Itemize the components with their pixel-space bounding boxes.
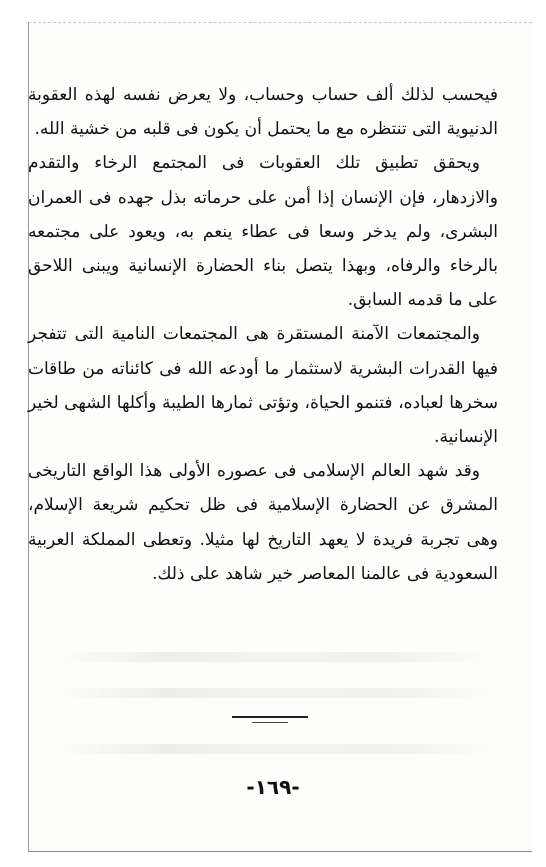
paragraph-1: فيحسب لذلك ألف حساب وحساب، ولا يعرض نفسه لهذه العقوبة الدنيوية التى تنتظره مع ما يحتمل أن يكون فى قلبه من خشية الله.	[28, 85, 498, 140]
bleed-through-line-2	[60, 688, 490, 698]
body-text	[28, 78, 498, 591]
bleed-through-line-1	[60, 652, 490, 662]
section-divider	[232, 716, 308, 718]
page-number: -١٦٩-	[246, 775, 300, 799]
paragraph-2: ويحقق تطبيق تلك العقوبات فى المجتمع الرخاء والتقدم والازدهار، فإن الإنسان إذا أمن على حرماته بذل جهده فى العمران البشرى، ولم يدخر وسعا فى عطاء ينعم به، ويعود على مجتمعه بالرخاء والرفاه، وبهذا يتصل بناء الحضارة الإنسانية ويبنى اللاحق على ما قدمه السابق.	[28, 153, 498, 311]
bleed-through-line-3	[60, 744, 490, 754]
paragraph-4: وقد شهد العالم الإسلامى فى عصوره الأولى هذا الواقع التاريخى المشرق عن الحضارة الإسلامية فى ظل تحكيم شريعة الإسلام، وهى تجربة فريدة لا يعهد التاريخ لها مثيلا. وتعطى المملكة العربية السعودية فى عالمنا المعاصر خير شاهد على ذلك.	[28, 461, 498, 584]
section-divider-underline	[252, 722, 288, 723]
paragraph-3: والمجتمعات الآمنة المستقرة هى المجتمعات النامية التى تتفجر فيها القدرات البشرية لاستثمار ما أودعه الله فى كائناته من طاقات سخرها لعباده، فتنمو الحياة، وتؤتى ثمارها الطيبة وأكلها الشهى لخير الإنسانية.	[28, 324, 498, 448]
